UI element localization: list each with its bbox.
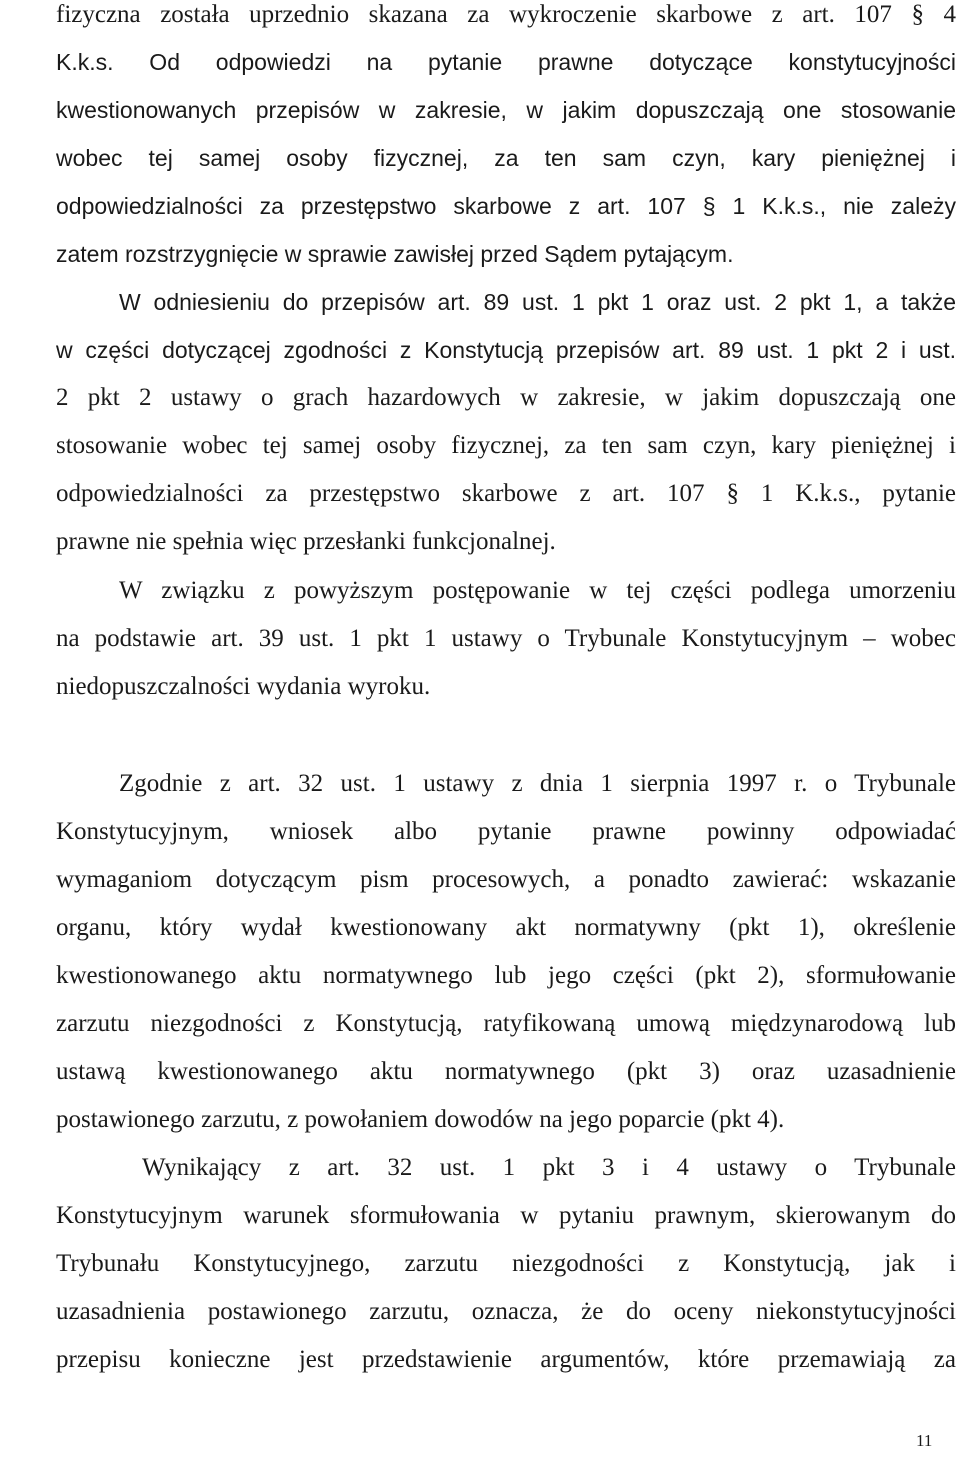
- text-line: postawionego zarzutu, z powołaniem dowodów na jego poparcie (pkt 4).: [56, 1106, 785, 1133]
- text-line: fizyczna została uprzednio skazana za wykroczenie skarbowe z art. 107 § 4: [56, 1, 956, 28]
- text-line: wobec tej samej osoby fizycznej, za ten sam czyn, kary pieniężnej i: [56, 145, 956, 171]
- text-line: Konstytucyjnym, wniosek albo pytanie prawne powinny odpowiadać: [56, 818, 956, 845]
- page-number: 11: [916, 1431, 933, 1450]
- text-line: niedopuszczalności wydania wyroku.: [56, 673, 431, 700]
- text-line: przepisu konieczne jest przedstawienie argumentów, które przemawiają za: [56, 1346, 956, 1373]
- text-line: W odniesieniu do przepisów art. 89 ust. 1 pkt 1 oraz ust. 2 pkt 1, a także: [119, 289, 956, 315]
- text-line: Zgodnie z art. 32 ust. 1 ustawy z dnia 1 sierpnia 1997 r. o Trybunale: [119, 770, 956, 797]
- text-line: 2 pkt 2 ustawy o grach hazardowych w zakresie, w jakim dopuszczają one: [56, 384, 956, 411]
- text-line: Wynikający z art. 32 ust. 1 pkt 3 i 4 ustawy o Trybunale: [142, 1154, 956, 1181]
- text-line: stosowanie wobec tej samej osoby fizycznej, za ten sam czyn, kary pieniężnej i: [56, 432, 956, 459]
- text-line: W związku z powyższym postępowanie w tej części podlega umorzeniu: [119, 577, 956, 604]
- text-line: odpowiedzialności za przestępstwo skarbowe z art. 107 § 1 K.k.s., nie zależy: [56, 193, 956, 219]
- text-line: Trybunału Konstytucyjnego, zarzutu niezgodności z Konstytucją, jak i: [56, 1250, 956, 1277]
- text-line: zarzutu niezgodności z Konstytucją, ratyfikowaną umową międzynarodową lub: [56, 1010, 956, 1037]
- text-line: K.k.s. Od odpowiedzi na pytanie prawne dotyczące konstytucyjności: [56, 49, 956, 75]
- text-line: odpowiedzialności za przestępstwo skarbowe z art. 107 § 1 K.k.s., pytanie: [56, 480, 956, 507]
- text-line: zatem rozstrzygnięcie w sprawie zawisłej przed Sądem pytającym.: [56, 241, 734, 267]
- text-line: organu, który wydał kwestionowany akt normatywny (pkt 1), określenie: [56, 914, 956, 941]
- text-line: na podstawie art. 39 ust. 1 pkt 1 ustawy o Trybunale Konstytucyjnym – wobec: [56, 625, 956, 652]
- text-line: Konstytucyjnym warunek sformułowania w pytaniu prawnym, skierowanym do: [56, 1202, 956, 1229]
- text-line: wymaganiom dotyczącym pism procesowych, a ponadto zawierać: wskazanie: [56, 866, 956, 893]
- text-line: kwestionowanych przepisów w zakresie, w jakim dopuszczają one stosowanie: [56, 97, 956, 123]
- text-line: kwestionowanego aktu normatywnego lub jego części (pkt 2), sformułowanie: [56, 962, 956, 989]
- text-line: w części dotyczącej zgodności z Konstytucją przepisów art. 89 ust. 1 pkt 2 i ust.: [56, 337, 956, 363]
- text-line: prawne nie spełnia więc przesłanki funkcjonalnej.: [56, 528, 556, 555]
- text-line: uzasadnienia postawionego zarzutu, oznacza, że do oceny niekonstytucyjności: [56, 1298, 956, 1325]
- text-line: ustawą kwestionowanego aktu normatywnego (pkt 3) oraz uzasadnienie: [56, 1058, 956, 1085]
